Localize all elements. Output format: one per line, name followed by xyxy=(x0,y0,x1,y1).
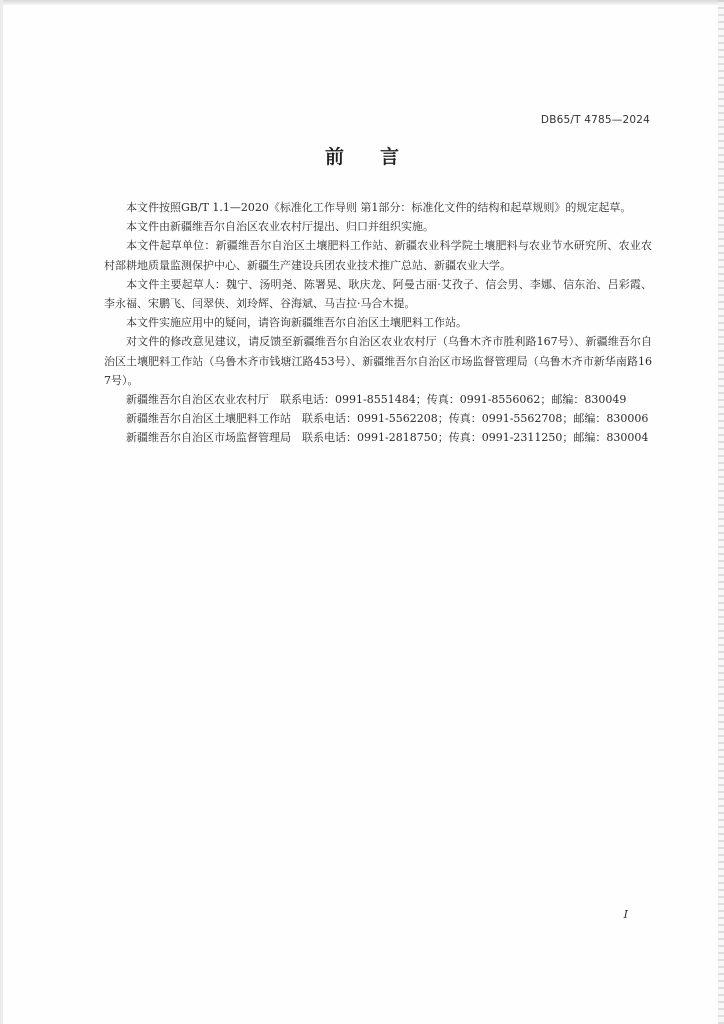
foreword-body xyxy=(104,198,652,448)
contact-line: 新疆维吾尔自治区市场监督管理局 联系电话：0991-2818750；传真：0991-2311250；邮编：830004 xyxy=(126,431,649,445)
page-title: 前言 xyxy=(324,146,435,168)
paragraph-drafting-units: 本文件起草单位：新疆维吾尔自治区土壤肥料工作站、新疆农业科学院土壤肥料与农业节水研究所、农业农村部耕地质量监测保护中心、新疆生产建设兵团农业技术推广总站、新疆农业大学。 xyxy=(104,239,652,272)
contact-line: 新疆维吾尔自治区农业农村厅 联系电话：0991-8551484；传真：0991-8556062；邮编：830049 xyxy=(126,393,627,407)
paragraph-drafters: 本文件主要起草人：魏宁、汤明尧、陈署晃、耿庆龙、阿曼古丽·艾孜子、信会男、李娜、信东治、吕彩霞、李永福、宋鹏飞、闫翠侠、刘玲辉、谷海斌、马吉拉·马合木提。 xyxy=(104,277,652,311)
contact-line: 新疆维吾尔自治区土壤肥料工作站 联系电话：0991-5562208；传真：0991-5562708；邮编：830006 xyxy=(126,412,649,426)
document-id: DB65/T 4785—2024 xyxy=(540,114,650,126)
paragraph-drafting-rules: 本文件按照GB/T 1.1—2020《标准化工作导则 第1部分：标准化文件的结构和起草规则》的规定起草。 xyxy=(126,201,632,214)
paragraph-proposer: 本文件由新疆维吾尔自治区农业农村厅提出、归口并组织实施。 xyxy=(126,220,434,234)
paragraph-feedback: 对文件的修改意见建议，请反馈至新疆维吾尔自治区农业农村厅（乌鲁木齐市胜利路167号）、新疆维吾尔自治区土壤肥料工作站（乌鲁木齐市钱塘江路453号）、新疆维吾尔自治区市场监督管理局（乌鲁木齐市新华南路167号）。 xyxy=(104,335,652,387)
paragraph-inquiry: 本文件实施应用中的疑问，请咨询新疆维吾尔自治区土壤肥料工作站。 xyxy=(126,316,467,330)
page-number: I xyxy=(623,908,628,921)
scan-edge-top xyxy=(0,0,724,5)
